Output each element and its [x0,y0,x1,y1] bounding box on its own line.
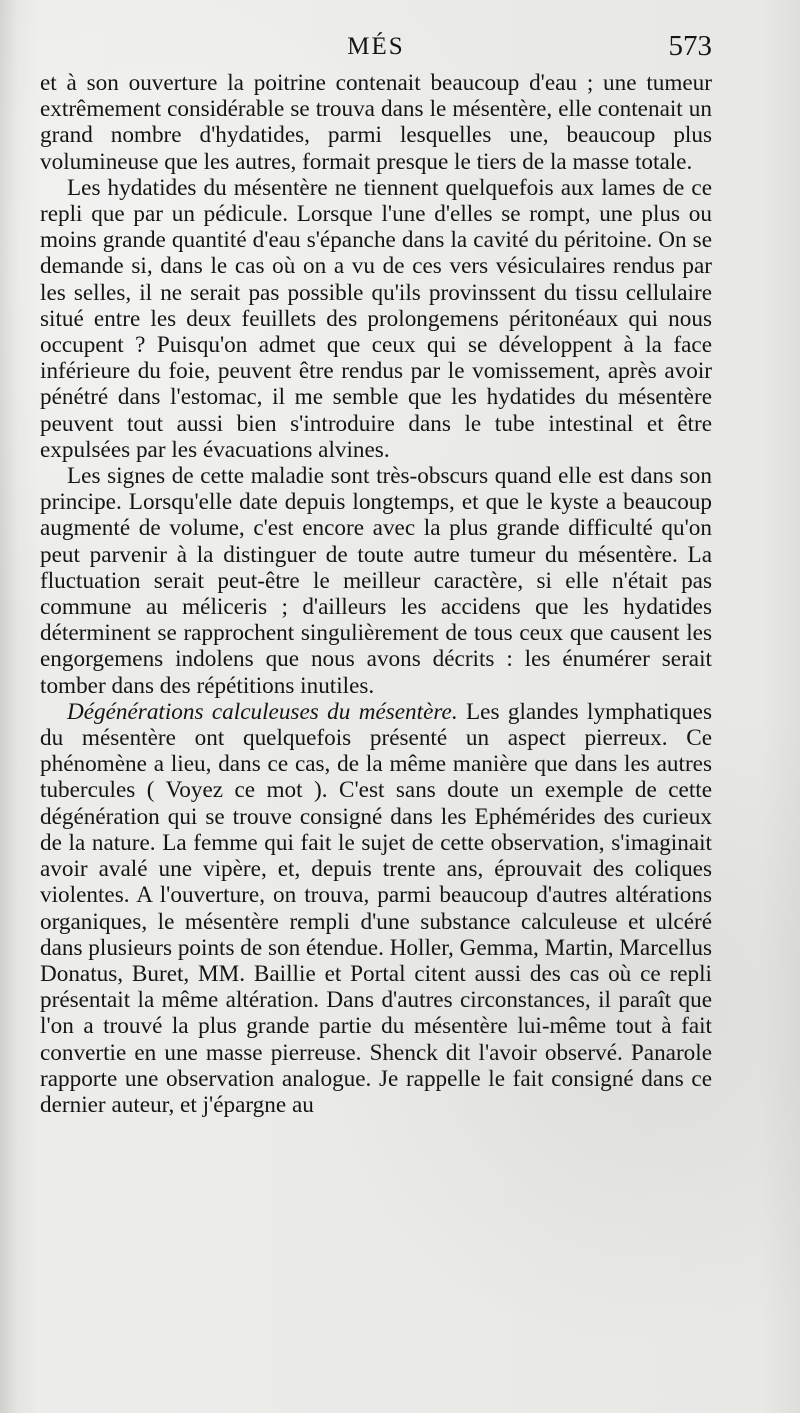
main-text [40,70,712,1118]
running-head: MÉS [347,33,405,60]
paragraph-4-text: Les glandes lymphatiques du mésentère ont quelquefois présenté un aspect pierreux. Ce phénomène a lieu, dans ce cas, de la même manière que dans les autres tubercules ( Voyez ce mot ). C'est sans doute un exemple de cette dégénération qui se trouve consigné dans les Ephémérides des curieux de la nature. La femme qui fait le sujet de cette observation, s'imaginait avoir avalé une vipère, et, depuis trente ans, éprouvait des coliques violentes. A l'ouverture, on trouva, parmi beaucoup d'autres altérations organiques, le mésentère rempli d'une substance calculeuse et ulcéré dans plusieurs points de son étendue. Holler, Gemma, Martin, Marcellus Donatus, Buret, MM. Baillie et Portal citent aussi des cas où ce repli présentait la même altération. Dans d'autres circonstances, il paraît que l'on a trouvé la plus grande partie du mésentère lui-même tout à fait convertie en une masse pierreuse. Shenck dit l'avoir observé. Panarole rapporte une observation analogue. Je rappelle le fait consigné dans ce dernier auteur, et j'épargne au [40,698,713,1118]
paragraph-4 [40,699,712,1118]
paragraph-1: et à son ouverture la poitrine contenait beaucoup d'eau ; une tumeur extrêmement considérable se trouva dans le mésentère, elle contenait un grand nombre d'hydatides, parmi lesquelles une, beaucoup plus volumineuse que les autres, formait presque le tiers de la masse totale. [40,70,712,175]
page-header [40,26,712,66]
page-number: 573 [668,30,712,62]
paragraph-2: Les hydatides du mésentère ne tiennent quelquefois aux lames de ce repli que par un pédicule. Lorsque l'une d'elles se rompt, une plus ou moins grande quantité d'eau s'épanche dans la cavité du péritoine. On se demande si, dans le cas où on a vu de ces vers vésiculaires rendus par les selles, il ne serait pas possible qu'ils provinssent du tissu cellulaire situé entre les deux feuillets des prolongemens péritonéaux qui nous occupent ? Puisqu'on admet que ceux qui se développent à la face inférieure du foie, peuvent être rendus par le vomissement, après avoir pénétré dans l'estomac, il me semble que les hydatides du mésentère peuvent tout aussi bien s'introduire dans le tube intestinal et être expulsées par les évacuations alvines. [40,174,712,463]
section-heading-inline: Dégénérations calculeuses du mésentère. [67,698,458,725]
paragraph-3: Les signes de cette maladie sont très-obscurs quand elle est dans son principe. Lorsqu'elle date depuis longtemps, et que le kyste a beaucoup augmenté de volume, c'est encore avec la plus grande difficulté qu'on peut parvenir à la distinguer de toute autre tumeur du mésentère. La fluctuation serait peut-être le meilleur caractère, si elle n'était pas commune au méliceris ; d'ailleurs les accidens que les hydatides déterminent se rapprochent singulièrement de tous ceux que causent les engorgemens indolens que nous avons décrits : les énumérer serait tomber dans des répétitions inutiles. [40,463,712,699]
